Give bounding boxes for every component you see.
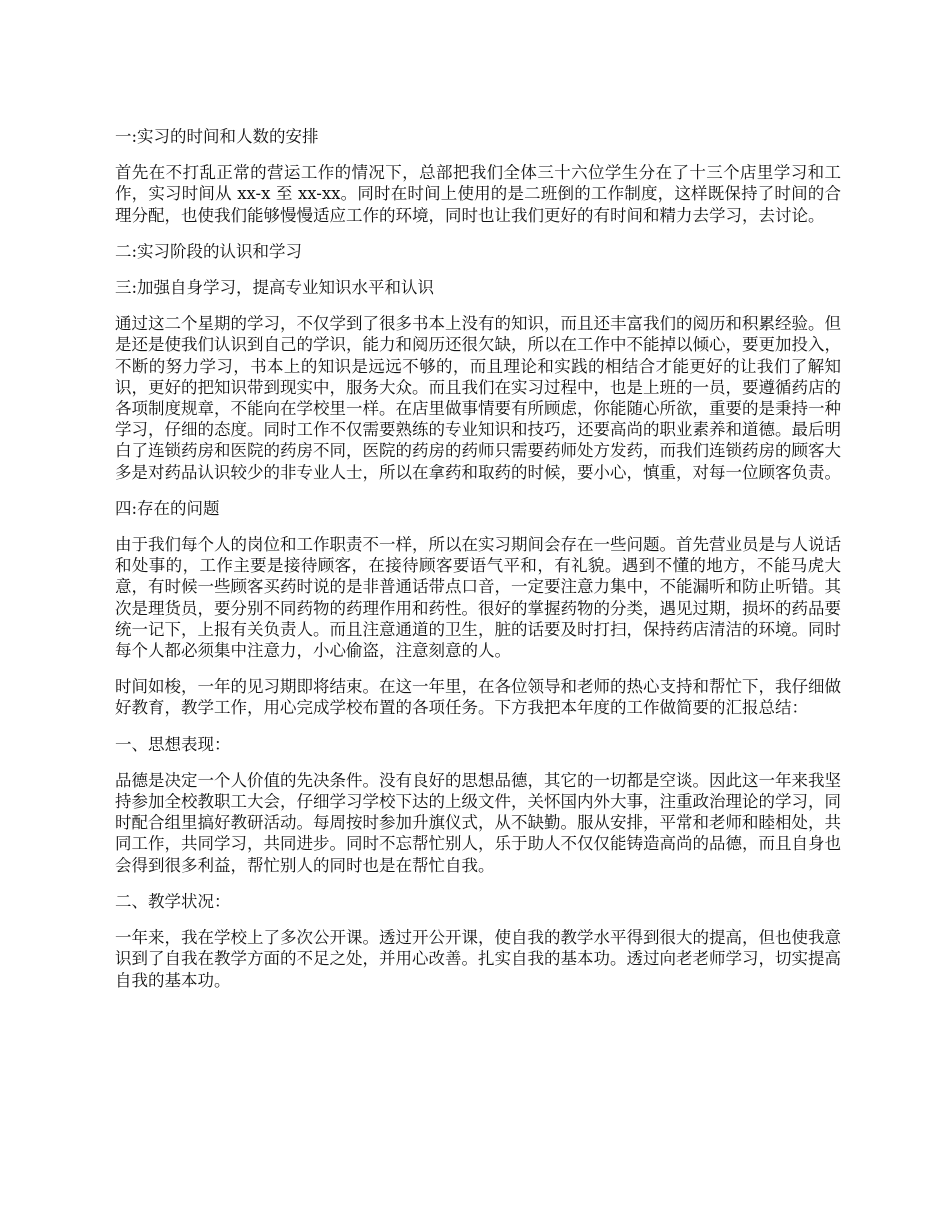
paragraph-ideological-performance: 品德是决定一个人价值的先决条件。没有良好的思想品德，其它的一切都是空谈。因此这一年来我坚持参加全校教职工大会，仔细学习学校下达的上级文件，关怀国内外大事，注重政治理论的学习，同时配合组里搞好教研活动。每周按时参加升旗仪式，从不缺勤。服从安排，平常和老师和睦相处，共同工作，共同学习，共同进步。同时不忘帮忙别人，乐于助人不仅仅能铸造高尚的品德，而且自身也会得到很多利益，帮忙别人的同时也是在帮忙自我。 [115, 770, 841, 875]
paragraph-teaching-status: 一年来，我在学校上了多次公开课。透过开公开课，使自我的教学水平得到很大的提高，但也使我意识到了自我在教学方面的不足之处，并用心改善。扎实自我的基本功。透过向老老师学习，切实提高自我的基本功。 [115, 928, 841, 990]
paragraph-year-summary-intro: 时间如梭，一年的见习期即将结束。在这一年里，在各位领导和老师的热心支持和帮忙下，我仔细做好教育，教学工作，用心完成学校布置的各项任务。下方我把本年度的工作做简要的汇报总结： [115, 677, 841, 718]
paragraph-schedule-details: 首先在不打乱正常的营运工作的情况下，总部把我们全体三十六位学生分在了十三个店里学习和工作，实习时间从 xx-x 至 xx-xx。同时在时间上使用的是二班倒的工作制度，这样既保持了时间的合理分配，也使我们能够慢慢适应工作的环境，同时也让我们更好的有时间和精力去学习，去讨论。 [115, 163, 841, 225]
section-heading-ideological-performance: 一、思想表现： [115, 734, 231, 754]
document-body [115, 126, 841, 1006]
section-heading-understanding-and-learning: 二:实习阶段的认识和学习 [115, 241, 303, 261]
paragraph-self-study: 通过这二个星期的学习，不仅学到了很多书本上没有的知识，而且还丰富我们的阅历和积累经验。但是还是使我们认识到自己的学识，能力和阅历还很欠缺，所以在工作中不能掉以倾心，要更加投入，不断的努力学习，书本上的知识是远远不够的，而且理论和实践的相结合才能更好的让我们了解知识，更好的把知识带到现实中，服务大众。而且我们在实习过程中，也是上班的一员，要遵循药店的各项制度规章，不能向在学校里一样。在店里做事情要有所顾虑，你能随心所欲，重要的是秉持一种学习，仔细的态度。同时工作不仅需要熟练的专业知识和技巧，还要高尚的职业素养和道德。最后明白了连锁药房和医院的药房不同，医院的药房的药师只需要药师处方发药，而我们连锁药房的顾客大多是对药品认识较少的非专业人士，所以在拿药和取药的时候，要小心，慎重，对每一位顾客负责。 [115, 314, 841, 482]
section-heading-teaching-status: 二、教学状况： [115, 891, 231, 911]
section-heading-internship-schedule: 一:实习的时间和人数的安排 [115, 127, 319, 146]
section-heading-existing-problems: 四:存在的问题 [115, 498, 220, 518]
paragraph-existing-problems: 由于我们每个人的岗位和工作职责不一样，所以在实习期间会存在一些问题。首先营业员是与人说话和处事的，工作主要是接待顾客，在接待顾客要语气平和，有礼貌。遇到不懂的地方，不能马虎大意，有时候一些顾客买药时说的是非普通话带点口音，一定要注意力集中，不能漏听和防止听错。其次是理货员，要分别不同药物的药理作用和药性。很好的掌握药物的分类，遇见过期，损坏的药品要统一记下，上报有关负责人。而且注意通道的卫生，脏的话要及时打扫，保持药店清洁的环境。同时每个人都必须集中注意力，小心偷盗，注意刻意的人。 [115, 535, 841, 661]
section-heading-self-study: 三:加强自身学习，提高专业知识水平和认识 [115, 278, 435, 298]
